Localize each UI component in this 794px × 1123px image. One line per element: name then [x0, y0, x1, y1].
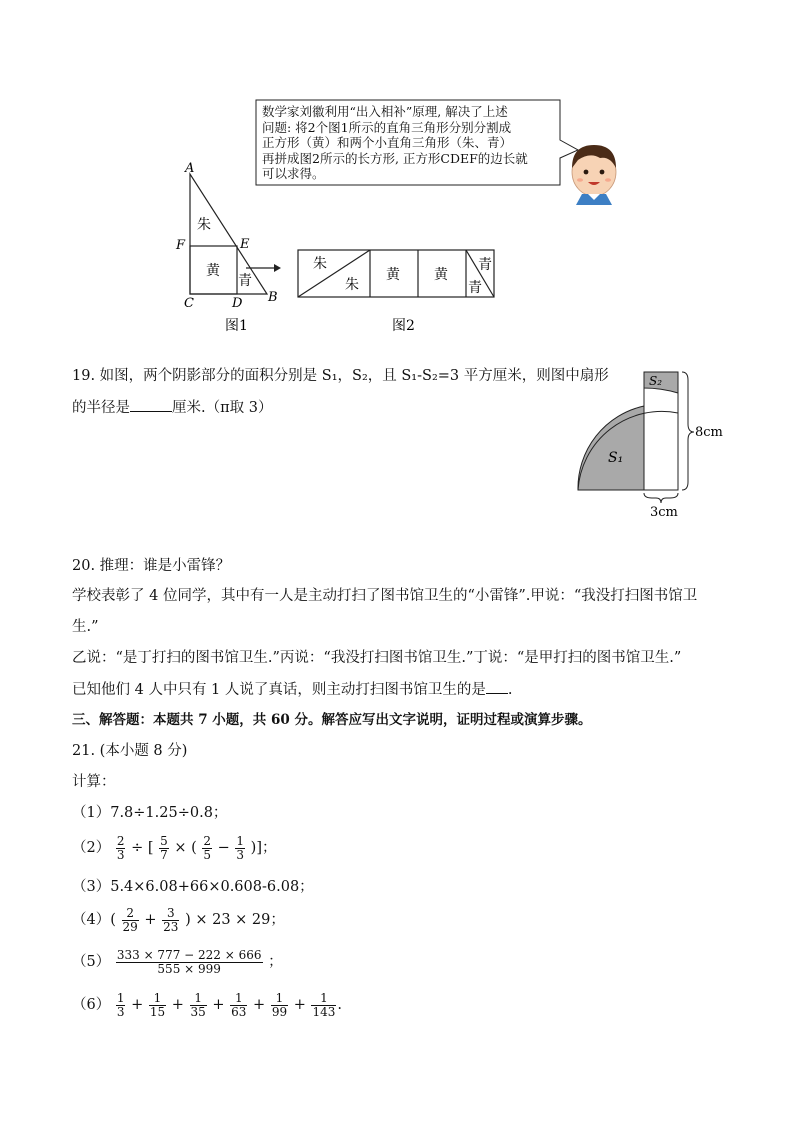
q20-line-2: 生.” — [72, 619, 99, 635]
q21-intro: 计算： — [72, 774, 116, 790]
fig1-huang: 黄 — [206, 263, 220, 279]
label-a: A — [185, 161, 195, 176]
q21-part-1: （1）7.8÷1.25÷0.8； — [72, 805, 228, 821]
bubble-line: 正方形（黄）和两个小直角三角形（朱、青） — [262, 135, 513, 150]
fraction: $\frac{1}{3}$ — [116, 990, 125, 1019]
fig2-huang-2: 黄 — [434, 267, 448, 283]
fraction: $\frac{1}{15}$ — [149, 990, 166, 1019]
fig2-huang-1: 黄 — [386, 267, 400, 283]
bubble-line: 再拼成图2所示的长方形, 正方形CDEF的边长就 — [262, 150, 528, 166]
operator: − — [217, 840, 230, 856]
fraction: $\frac{1}{3}$ — [236, 833, 245, 862]
figure-2-rectangle — [298, 250, 494, 334]
q21-part-4 — [72, 904, 285, 936]
bubble-line: 问题: 将2个图1所示的直角三角形分别分割成 — [262, 119, 512, 135]
q20-text-a: 已知他们 4 人中只有 1 人说了真话，则主动打扫图书馆卫生的是 — [72, 682, 486, 698]
q20-line-3: 乙说：“是丁打扫的图书馆卫生.”丙说：“我没打扫图书馆卫生.”丁说：“是甲打扫的图书馆卫生.” — [72, 650, 682, 666]
q19-answer-blank[interactable] — [130, 397, 172, 412]
fraction: $\frac{3}{23}$ — [163, 905, 179, 934]
bubble-text — [262, 104, 528, 182]
q21-title: 21. (本小题 8 分) — [72, 743, 188, 759]
fig1-qing: 青 — [238, 273, 252, 289]
part-label: （6） — [72, 997, 111, 1013]
q21-part-5 — [72, 945, 283, 979]
q19-line-1: 19. 如图，两个阴影部分的面积分别是 S₁，S₂，且 S₁-S₂=3 平方厘米，则图中扇形 — [72, 368, 609, 384]
right-arrow-icon — [246, 264, 281, 272]
operator: + — [144, 912, 157, 928]
label-e: E — [240, 237, 250, 252]
label-d: D — [232, 296, 243, 311]
operator: )]； — [250, 840, 277, 856]
q21-part-6: （6） $\frac{1}{3}$ + $\frac{1}{15}$ + $\frac{1}{35}$ + $\frac{1}{63}$ + $\frac{1}{99}$ + $\frac{1}{143}$ . — [72, 990, 342, 1019]
operator: ÷ [ — [131, 840, 154, 856]
fig2-qing-2: 青 — [468, 280, 482, 296]
part-label: （4） — [72, 912, 111, 928]
q21-part-3: （3）5.4×6.08+66×0.608-6.08； — [72, 879, 314, 895]
fig2-qing-1: 青 — [478, 257, 492, 273]
operator: . — [337, 997, 342, 1013]
section-3-heading: 三、解答题：本题共 7 小题，共 60 分。解答应写出文字说明，证明过程或演算步骤。 — [72, 712, 592, 728]
fraction: $\frac{1}{143}$ — [312, 990, 336, 1019]
label-s1: S₁ — [608, 450, 624, 466]
operator: ( — [110, 912, 116, 928]
fraction: $\frac{2}{3}$ — [116, 833, 125, 862]
figure-1-triangle — [175, 161, 278, 334]
part-label: （2） — [72, 840, 111, 856]
fig2-zhu-2: 朱 — [345, 277, 359, 293]
q19-text-a: 的半径是 — [72, 400, 130, 416]
q19-line-2 — [72, 397, 272, 418]
q20-title: 20. 推理：谁是小雷锋？ — [72, 558, 231, 574]
label-c: C — [184, 296, 194, 311]
fraction: $\frac{1}{99}$ — [271, 990, 288, 1019]
q19-text-b: 厘米.（π取 3） — [172, 400, 273, 416]
label-3cm: 3cm — [650, 505, 678, 520]
bubble-line: 可以求得。 — [262, 166, 325, 181]
label-s2: S₂ — [649, 374, 663, 388]
part-label: （5） — [72, 954, 111, 970]
operator: ) × 23 × 29； — [185, 912, 285, 928]
q20-line-4 — [72, 679, 513, 700]
fraction: $\frac{333 \times 777 - 222 \times 666}{555 \times 999}$ — [116, 947, 262, 976]
label-b: B — [268, 290, 278, 305]
fig2-zhu-1: 朱 — [313, 256, 327, 272]
q21-part-2 — [72, 832, 277, 864]
fraction: $\frac{2}{5}$ — [203, 833, 212, 862]
q20-text-b: . — [507, 682, 513, 698]
q20-answer-blank[interactable] — [486, 679, 508, 694]
fraction: $\frac{5}{7}$ — [160, 833, 168, 862]
bubble-line: 数学家刘徽利用“出入相补”原理, 解决了上述 — [262, 104, 508, 119]
operator: ； — [268, 954, 283, 970]
fraction: $\frac{1}{63}$ — [231, 990, 247, 1019]
boy-avatar-icon — [572, 145, 616, 205]
fraction: $\frac{1}{35}$ — [190, 990, 206, 1019]
q20-line-1: 学校表彰了 4 位同学，其中有一人是主动打扫了图书馆卫生的“小雷锋”.甲说：“我没打扫图书馆卫 — [72, 588, 698, 604]
figure-q19 — [560, 360, 740, 520]
fig2-caption: 图2 — [392, 318, 415, 334]
label-8cm: 8cm — [695, 425, 723, 440]
label-f: F — [176, 238, 186, 253]
fig1-zhu: 朱 — [197, 217, 211, 233]
fig1-caption: 图1 — [225, 318, 248, 334]
operator: × ( — [174, 840, 197, 856]
fraction: $\frac{2}{29}$ — [122, 905, 138, 934]
